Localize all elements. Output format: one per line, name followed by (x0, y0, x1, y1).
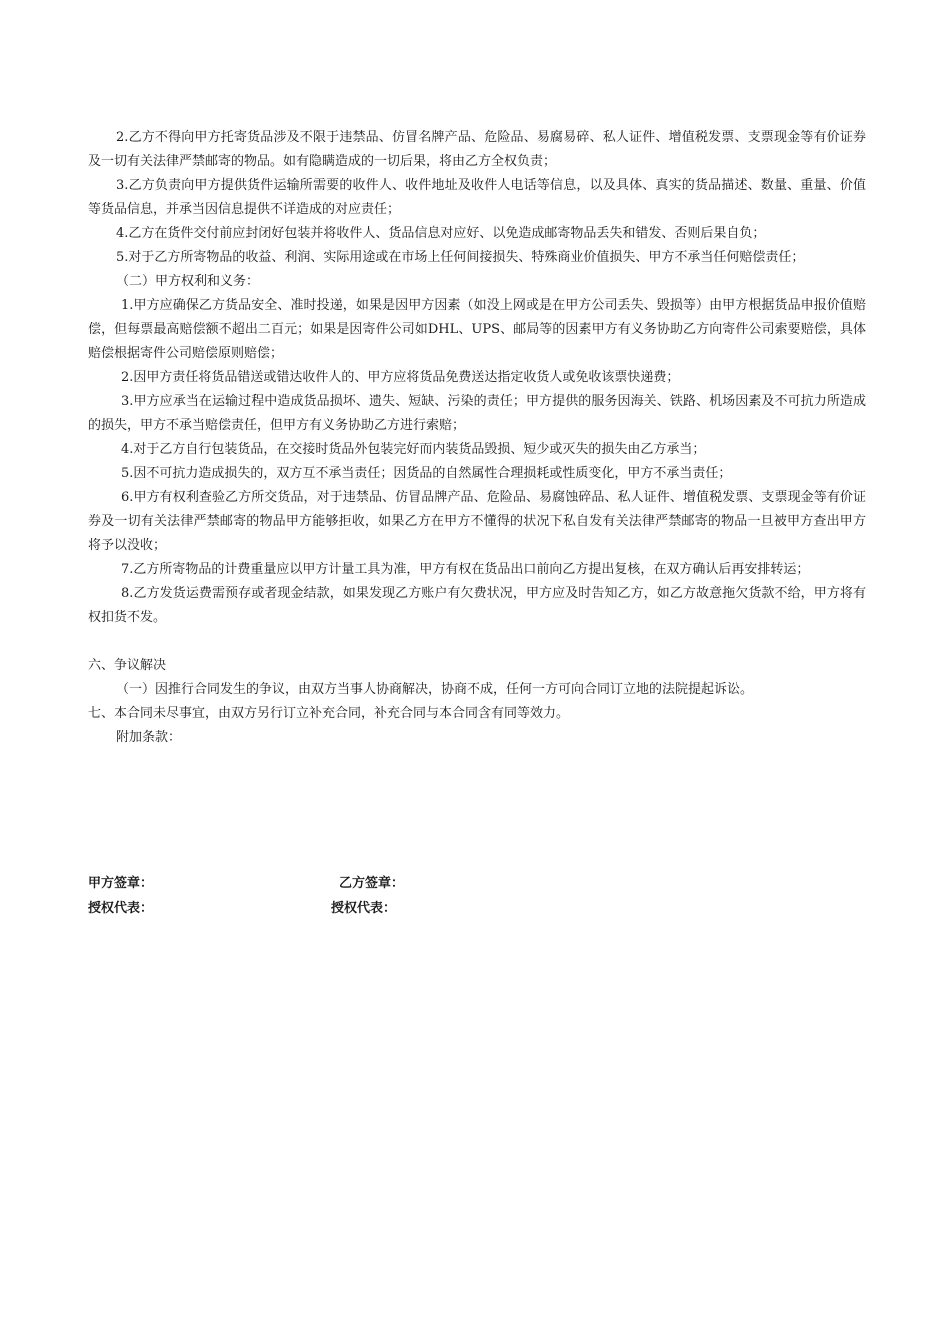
dispute-heading: 六、争议解决 (88, 658, 167, 673)
party-a-rep-label: 授权代表： (88, 901, 154, 916)
clause-a-4: 4.对于乙方自行包装货品，在交接时货品外包装完好而内装货品毁损、短少或灭失的损失由乙方承当； (121, 442, 706, 457)
clause-a-5: 5.因不可抗力造成损失的，双方互不承当责任；因货品的自然属性合理损耗或性质变化，甲方不承当责任； (121, 466, 732, 481)
party-a-seal-label: 甲方签章： (88, 876, 154, 891)
clause-a-7: 7.乙方所寄物品的计费重量应以甲方计量工具为准，甲方有权在货品出口前向乙方提出复核，在双方确认后再安排转运； (121, 562, 810, 577)
clause-a-8: 8.乙方发货运费需预存或者现金结款，如果发现乙方账户有欠费状况，甲方应及时告知乙方，如乙方故意拖欠货款不给，甲方将有权扣货不发。 (88, 586, 866, 625)
dispute-clause: （一）因推行合同发生的争议，由双方当事人协商解决，协商不成，任何一方可向合同订立地的法院提起诉讼。 (116, 682, 754, 697)
section-a-heading: （二）甲方权利和义务： (116, 274, 260, 289)
clause-7: 七、本合同未尽事宜，由双方另行订立补充合同，补充合同与本合同含有同等效力。 (88, 706, 570, 721)
clause-b-2: 2.乙方不得向甲方托寄货品涉及不限于违禁品、仿冒名牌产品、危险品、易腐易碎、私人证件、增值税发票、支票现金等有价证券及一切有关法律严禁邮寄的物品。如有隐瞒造成的一切后果，将由乙方全权负责； (88, 130, 866, 169)
party-b-seal-label: 乙方签章： (339, 876, 405, 891)
paragraph-gap (88, 630, 866, 654)
clause-a-6: 6.甲方有权利查验乙方所交货品，对于违禁品、仿冒品牌产品、危险品、易腐蚀碎品、私人证件、增值税发票、支票现金等有价证券及一切有关法律严禁邮寄的物品甲方能够拒收，如果乙方在甲方不懂得的状况下私自发有关法律严禁邮寄的物品一旦被甲方查出甲方将予以没收； (88, 490, 866, 553)
contract-body (88, 126, 866, 750)
clause-b-4: 4.乙方在货件交付前应封闭好包装并将收件人、货品信息对应好、以免造成邮寄物品丢失和错发、否则后果自负； (116, 226, 766, 241)
clause-a-2: 2.因甲方责任将货品错送或错达收件人的、甲方应将货品免费送达指定收货人或免收该票快递费； (121, 370, 680, 385)
attachment-label: 附加条款： (116, 730, 182, 745)
party-b-rep-label: 授权代表： (331, 901, 397, 916)
clause-b-5: 5.对于乙方所寄物品的收益、利润、实际用途或在市场上任何间接损失、特殊商业价值损失、甲方不承当任何赔偿责任； (116, 250, 805, 265)
clause-b-3: 3.乙方负责向甲方提供货件运输所需要的收件人、收件地址及收件人电话等信息，以及具体、真实的货品描述、数量、重量、价值等货品信息，并承当因信息提供不详造成的对应责任； (88, 178, 866, 217)
clause-a-3: 3.甲方应承当在运输过程中造成货品损坏、遗失、短缺、污染的责任；甲方提供的服务因海关、铁路、机场因素及不可抗力所造成的损失，甲方不承当赔偿责任，但甲方有义务协助乙方进行索赔； (88, 394, 866, 433)
clause-a-1: 1.甲方应确保乙方货品安全、准时投递，如果是因甲方因素（如没上网或是在甲方公司丢失、毁损等）由甲方根据货品申报价值赔偿，但每票最高赔偿额不超出二百元；如果是因寄件公司如DHL、UPS、邮局等的因素甲方有义务协助乙方向寄件公司索要赔偿，具体赔偿根据寄件公司赔偿原则赔偿； (88, 298, 866, 361)
